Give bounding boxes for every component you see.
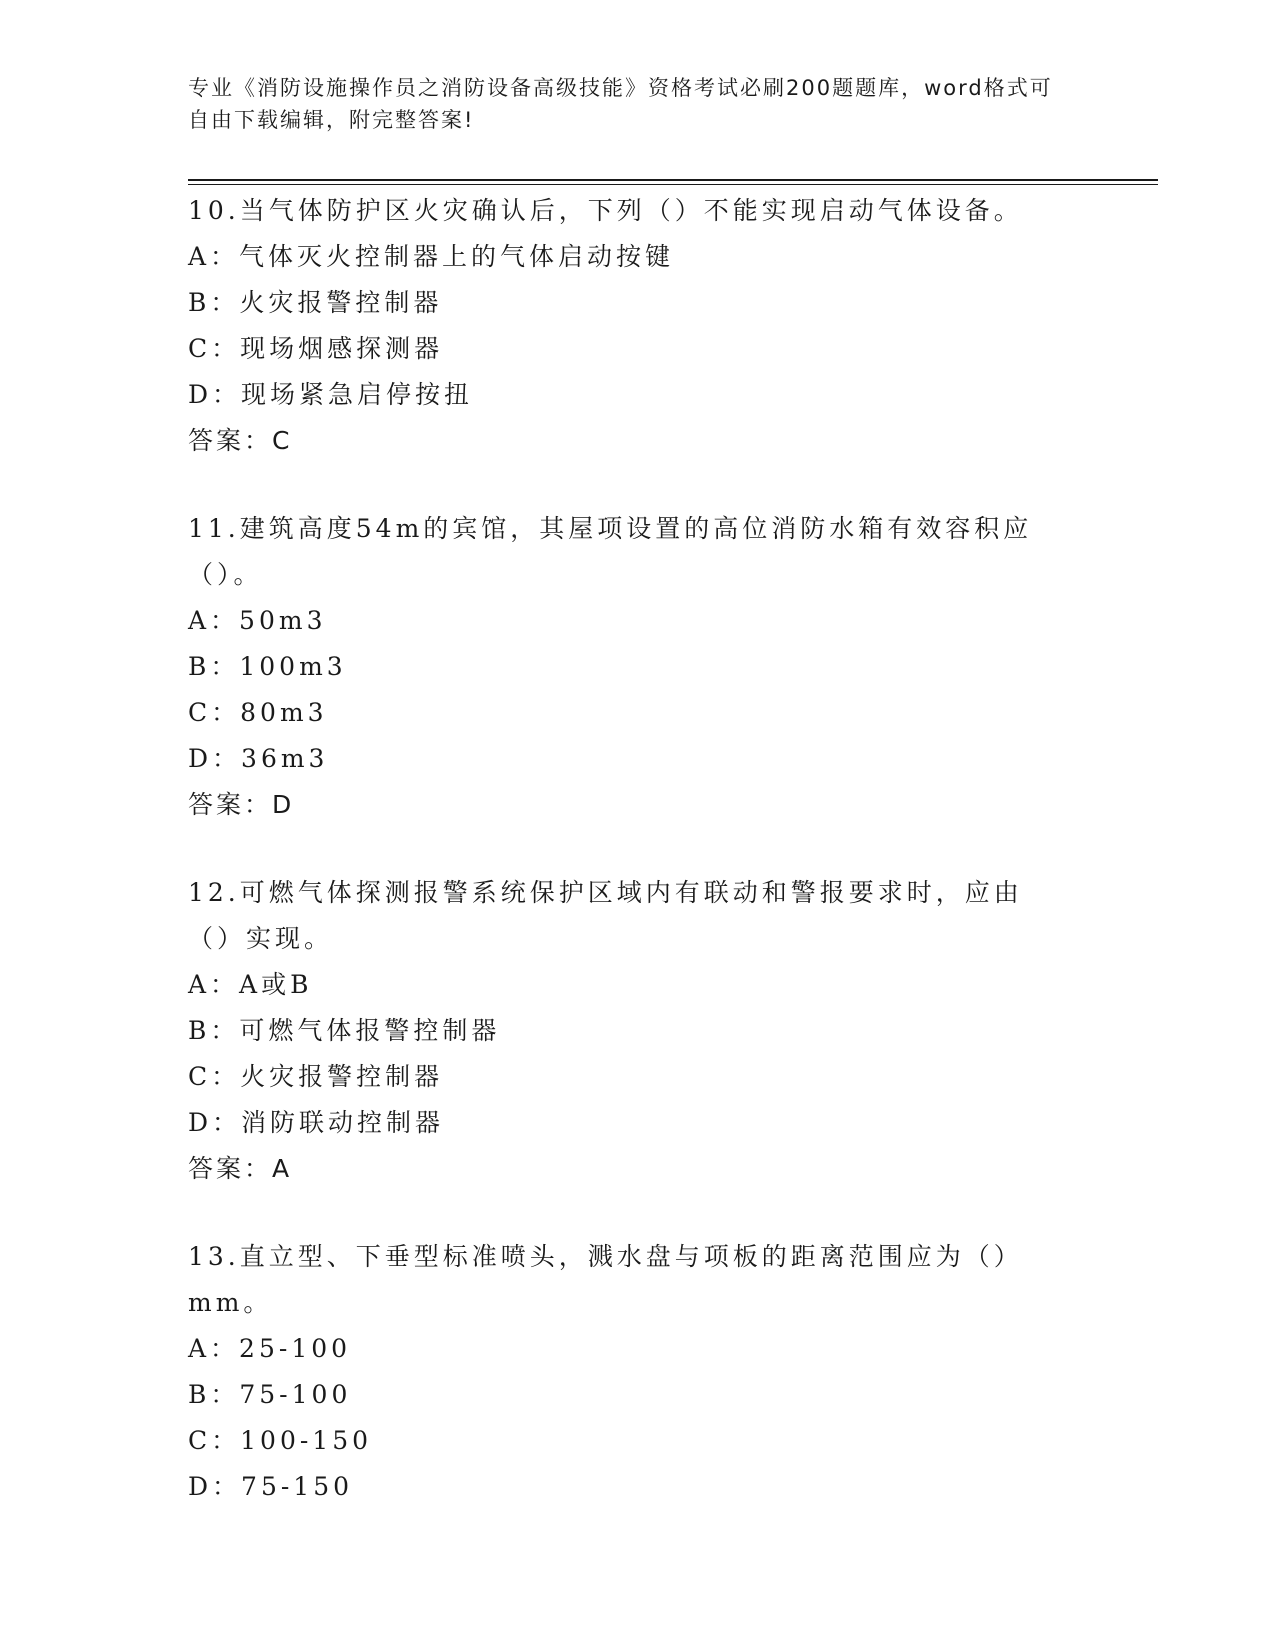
question-stem: 13.直立型、下垂型标准喷头，溅水盘与项板的距离范围应为（）mm。: [188, 1242, 1023, 1317]
header-divider-thick: [188, 179, 1158, 181]
option-b: B：可燃气体报警控制器: [188, 1016, 501, 1045]
document-header: 专业《消防设施操作员之消防设备高级技能》资格考试必刷200题题库，word格式可自由下载编辑，附完整答案!: [188, 76, 1053, 132]
option-c: C：现场烟感探测器: [188, 334, 444, 363]
question-11: [188, 506, 1068, 828]
question-10: [188, 188, 1068, 464]
option-d: D：消防联动控制器: [188, 1108, 445, 1137]
question-stem: 11.建筑高度54m的宾馆，其屋项设置的高位消防水箱有效容积应（）。: [188, 514, 1033, 589]
option-b: B：100m3: [188, 652, 347, 681]
question-12: [188, 870, 1068, 1192]
option-d: D：现场紧急启停按扭: [188, 380, 474, 409]
option-d: D：36m3: [188, 744, 329, 773]
option-a: A：50m3: [188, 606, 327, 635]
answer: 答案：C: [188, 426, 293, 455]
question-list: [188, 188, 1068, 1552]
answer: 答案：D: [188, 790, 295, 819]
question-stem: 12.可燃气体探测报警系统保护区域内有联动和警报要求时，应由（）实现。: [188, 878, 1023, 953]
option-c: C：80m3: [188, 698, 328, 727]
option-c: C：火灾报警控制器: [188, 1062, 444, 1091]
answer: 答案：A: [188, 1154, 293, 1183]
header-divider-thin: [188, 184, 1158, 185]
option-a: A：气体灭火控制器上的气体启动按键: [188, 242, 675, 271]
question-13: [188, 1234, 1068, 1510]
option-a: A：A或B: [188, 970, 313, 999]
option-c: C：100-150: [188, 1426, 373, 1455]
option-a: A：25-100: [188, 1334, 352, 1363]
option-b: B：火灾报警控制器: [188, 288, 443, 317]
option-d: D：75-150: [188, 1472, 354, 1501]
question-stem: 10.当气体防护区火灾确认后，下列（）不能实现启动气体设备。: [188, 196, 1023, 225]
option-b: B：75-100: [188, 1380, 352, 1409]
